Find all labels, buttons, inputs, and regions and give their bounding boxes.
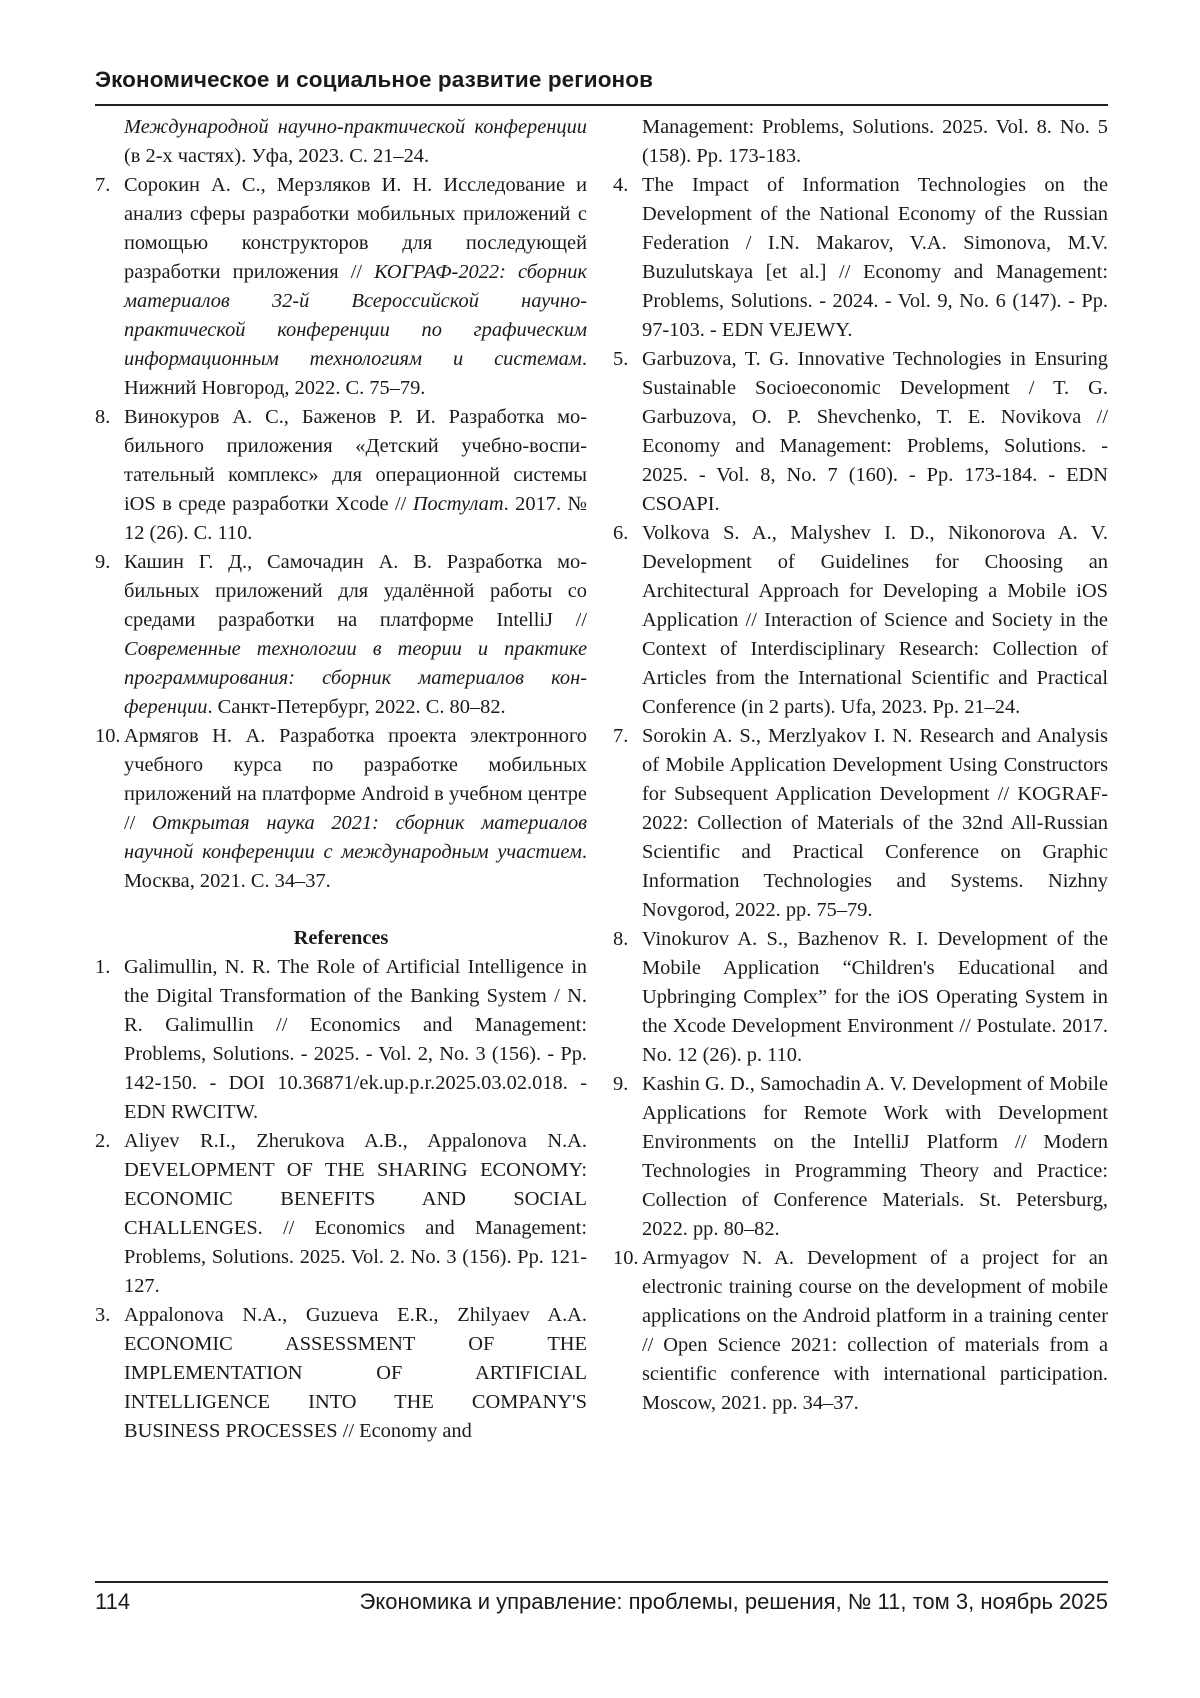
reference-text: Garbuzova, T. G. Innovative Technologies in Ensuring Sustainable Socioeconomic Development / T. G. Garbuzova, O. P. Shevchenko, T. E. Novikova // Economy and Management: Problems, Solutions. - 2025. - Vol. 8, No. 7 (160). - Pp. 173-184. - EDN CSOAPI. [642, 348, 1108, 515]
reference-number: 6. [613, 522, 629, 544]
reference-item [95, 171, 587, 403]
reference-number: 2. [95, 1130, 111, 1152]
reference-continuation [95, 113, 587, 171]
reference-text: The Impact of Information Technologies on the Development of the National Economy of the Russian Federation / I.N. Makarov, V.A. Simonova, M.V. Buzulutskaya [et al.] // Economy and Management: Problems, Solutions. - 2024. - Vol. 9, No. 6 (147). - Pp. 97-103. - EDN VEJEWY. [642, 174, 1108, 341]
reference-number: 10. [95, 725, 121, 747]
footer-divider [95, 1581, 1108, 1583]
reference-italic: КОГРАФ-2022: сборник материалов 32-й Всероссийской научно-практической конференции по графическим информационным технологиям и системам [124, 261, 588, 370]
reference-number: 3. [95, 1304, 111, 1326]
reference-italic: Современные технологии в теории и практике программирования: сборник материалов конференции [124, 638, 587, 718]
reference-item [95, 722, 587, 896]
reference-text: Aliyev R.I., Zherukova A.B., Appalonova N.A. DEVELOPMENT OF THE SHARING ECONOMY: ECONOMIC BENEFITS AND SOCIAL CHALLENGES. // Economics and Management: Problems, Solutions. 2025. Vol. 2. No. 3 (156). Pp. 121-127. [124, 1130, 587, 1297]
reference-text: Vinokurov A. S., Bazhenov R. I. Development of the Mobile Application “Children's Educational and Upbringing Complex” for the iOS Operating System in the Xcode Development Environment // Postulate. 2017. No. 12 (26). p. 110. [642, 928, 1108, 1066]
reference-italic: Постулат [412, 493, 504, 515]
reference-number: 5. [613, 348, 629, 370]
left-column [95, 113, 587, 1446]
reference-number: 10. [613, 1247, 639, 1269]
reference-number: 4. [613, 174, 629, 196]
reference-text: . 2017. № 12 (26). С. 110. [124, 493, 587, 544]
reference-number: 7. [95, 174, 111, 196]
reference-text: . Нижний Новгород, 2022. С. 75–79. [124, 348, 587, 399]
reference-continuation: Management: Problems, Solutions. 2025. Vol. 8. No. 5 (158). Pp. 173-183. [642, 116, 1108, 167]
journal-footer: Экономика и управление: проблемы, решения, № 11, том 3, ноябрь 2025 [359, 1589, 1108, 1614]
reference-item [613, 345, 1108, 519]
reference-number: 9. [613, 1073, 629, 1095]
reference-italic: Открытая наука 2021: сборник материалов научной конференции с международным участием [124, 812, 588, 863]
running-header: Экономическое и социальное развитие регионов [95, 67, 654, 92]
reference-item [95, 403, 587, 548]
reference-text: . Санкт-Петербург, 2022. С. 80–82. [207, 696, 506, 718]
reference-text: Сорокин А. С., Мерзляков И. Н. Исследование и анализ сферы разработки мобильных приложений с помощью конструкторов для последующей разработки приложения // [124, 174, 587, 283]
reference-item [613, 1244, 1108, 1418]
reference-text: Винокуров А. С., Баженов Р. И. Разработка мобильного приложения «Детский учебно-воспитательный комплекс» для операционной системы iOS в среде разработки Xcode // [124, 406, 587, 515]
reference-item [95, 1127, 587, 1301]
reference-text: . Москва, 2021. С. 34–37. [124, 841, 587, 892]
reference-text: Armyagov N. A. Development of a project for an electronic training course on the development of mobile applications on the Android platform in a training center // Open Science 2021: collection of materials from a scientific conference with international participation. Moscow, 2021. pp. 34–37. [642, 1247, 1108, 1414]
page-number: 114 [95, 1589, 131, 1614]
reference-item [613, 925, 1108, 1070]
header-divider [95, 104, 1108, 106]
reference-item [95, 1301, 587, 1446]
reference-text: Galimullin, N. R. The Role of Artificial Intelligence in the Digital Transformation of the Banking System / N. R. Galimullin // Economics and Management: Problems, Solutions. - 2025. - Vol. 2, No. 3 (156). - Pp. 142-150. - DOI 10.36871/ek.up.p.r.2025.03.02.018. - EDN RWCITW. [124, 956, 587, 1123]
reference-text: Армягов Н. А. Разработка проекта электронного учебного курса по разработке мобильных приложений на платформе Android в учебном центре // [124, 725, 587, 834]
reference-number: 1. [95, 956, 111, 978]
reference-number: 8. [613, 928, 629, 950]
reference-number: 8. [95, 406, 111, 428]
right-column [613, 113, 1108, 1418]
reference-text: (в 2-х частях). Уфа, 2023. С. 21–24. [124, 145, 430, 167]
reference-item [95, 953, 587, 1127]
reference-item [613, 171, 1108, 345]
references-heading: References [293, 927, 389, 949]
reference-text: Volkova S. A., Malyshev I. D., Nikonorova A. V. Development of Guidelines for Choosing an Architectural Approach for Developing a Mobile iOS Application // Interaction of Science and Society in the Context of Interdisciplinary Research: Collection of Articles from the International Scientific and Practical Conference (in 2 parts). Ufa, 2023. Pp. 21–24. [642, 522, 1108, 718]
reference-item [613, 1070, 1108, 1244]
reference-text: Кашин Г. Д., Самочадин А. В. Разработка мобильных приложений для удалённой работы со средами разработки на платформе IntelliJ // [124, 551, 587, 631]
reference-item [613, 519, 1108, 722]
reference-text: Appalonova N.A., Guzueva E.R., Zhilyaev A.A. ECONOMIC ASSESSMENT OF THE IMPLEMENTATION OF ARTIFICIAL INTELLIGENCE INTO THE COMPANY'S BUSINESS PROCESSES // Economy and [124, 1304, 587, 1442]
reference-italic: Международной научно-практической конференции [124, 116, 587, 138]
reference-item [95, 548, 587, 722]
reference-number: 7. [613, 725, 629, 747]
reference-text: Kashin G. D., Samochadin A. V. Development of Mobile Applications for Remote Work with Development Environments on the IntelliJ Platform // Modern Technologies in Programming Theory and Practice: Collection of Conference Materials. St. Petersburg, 2022. pp. 80–82. [642, 1073, 1108, 1240]
reference-text: Sorokin A. S., Merzlyakov I. N. Research and Analysis of Mobile Application Development Using Constructors for Subsequent Application Development // KOGRAF-2022: Collection of Materials of the 32nd All-Russian Scientific and Practical Conference on Graphic Information Technologies and Systems. Nizhny Novgorod, 2022. pp. 75–79. [642, 725, 1108, 921]
reference-number: 9. [95, 551, 111, 573]
reference-item [613, 722, 1108, 925]
